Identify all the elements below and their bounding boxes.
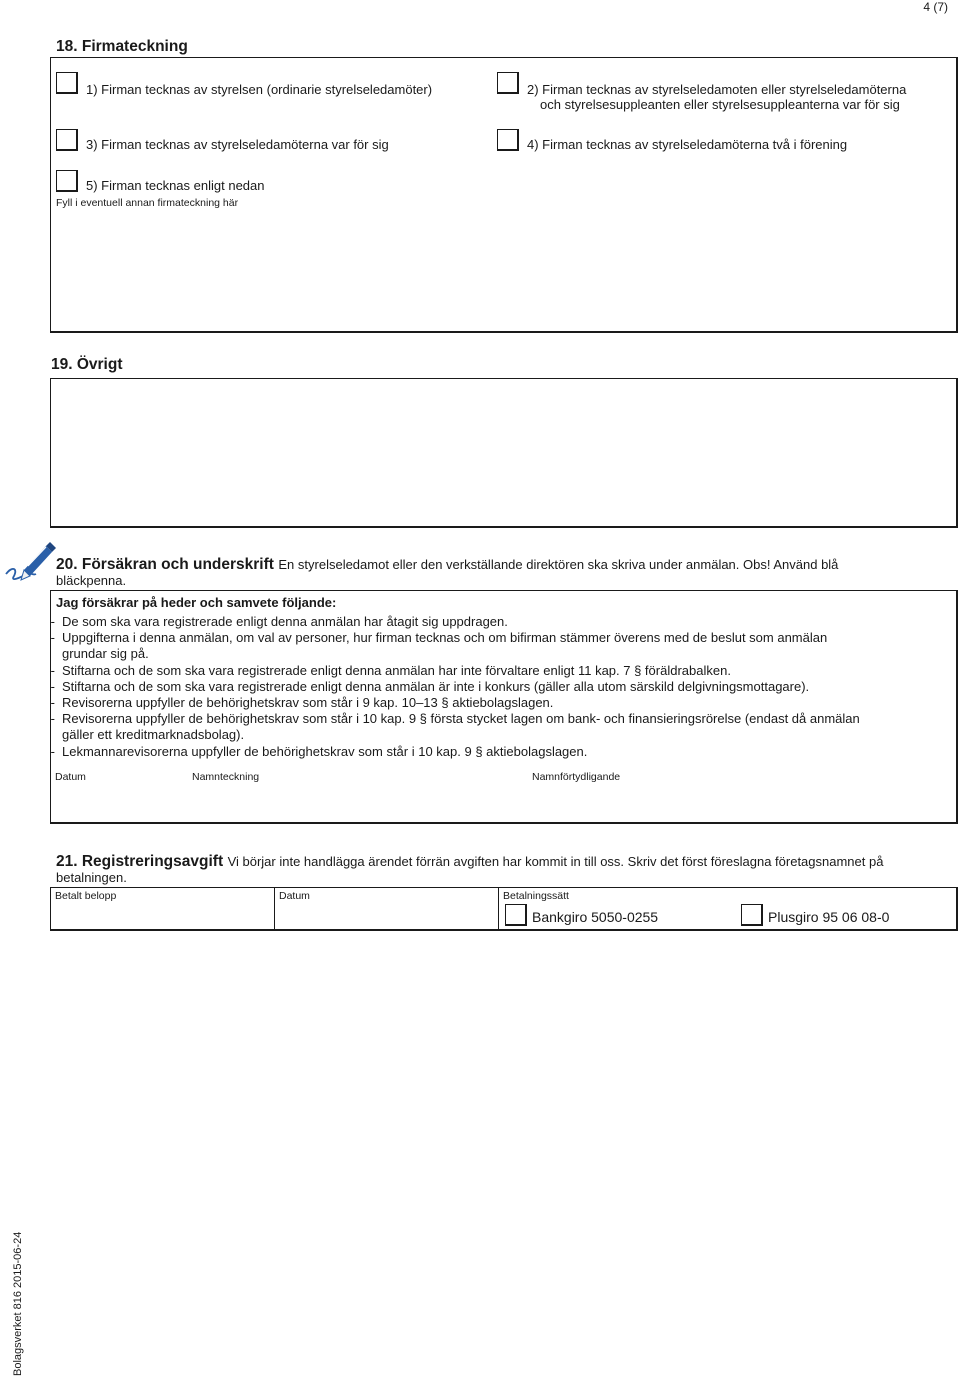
bankgiro-label: Bankgiro 5050-0255 xyxy=(532,909,659,925)
opt5-label: 5) Firman tecknas enligt nedan xyxy=(86,178,265,193)
pen-signature-icon xyxy=(4,540,56,584)
oath-item-7-text: Lekmannarevisorerna uppfyller de behörighetskrav som står i 10 kap. 9 § aktiebolagslagen. xyxy=(62,744,588,759)
section-21-heading: 21. Registreringsavgift xyxy=(56,853,224,870)
oath-item-4 xyxy=(50,679,952,695)
form-id-footer: Bolagsverket 816 2015-06-24 xyxy=(12,1231,24,1376)
oath-item-3 xyxy=(50,663,952,679)
section-18-heading: 18. Firmateckning xyxy=(56,38,188,55)
oath-heading: Jag försäkrar på heder och samvete följande: xyxy=(56,595,337,610)
payment-divider-1 xyxy=(274,887,275,930)
section-20-intro: En styrelseledamot eller den verkställande direktören ska skriva under anmälan. Obs! Använd blå xyxy=(278,557,839,572)
section-20-intro-cont: bläckpenna. xyxy=(56,573,127,588)
oath-item-5-text: Revisorerna uppfyller de behörighetskrav som står i 9 kap. 10–13 § aktiebolagslagen. xyxy=(62,695,554,710)
opt2-label-line1: 2) Firman tecknas av styrelseledamoten eller styrelseledamöterna xyxy=(527,82,907,97)
bullet-dash: - xyxy=(50,679,55,694)
bullet-dash: - xyxy=(50,695,55,710)
sig-namnfortydligande-field[interactable] xyxy=(528,787,953,821)
opt1-label: 1) Firman tecknas av styrelsen (ordinarie styrelseledamöter) xyxy=(86,82,433,97)
oath-item-6-cont xyxy=(62,727,952,743)
checkbox-opt4[interactable] xyxy=(497,129,519,151)
bullet-dash: - xyxy=(50,744,55,759)
opt2-label-line2: och styrelsesuppleanten eller styrelsesuppleanterna var för sig xyxy=(540,97,900,112)
oath-item-6-text-line2: gäller ett kreditmarknadsbolag). xyxy=(62,727,245,742)
bullet-dash: - xyxy=(50,711,55,726)
oath-item-2-text-line1: Uppgifterna i denna anmälan, om val av personer, hur firman tecknas och om bifirman stämmer överens med de beslut som anmälan xyxy=(62,630,828,645)
checkbox-bankgiro[interactable] xyxy=(505,904,527,926)
checkbox-opt2[interactable] xyxy=(497,72,519,94)
oath-item-5 xyxy=(50,695,952,711)
oath-item-2-cont xyxy=(62,646,952,662)
ovrigt-textarea[interactable] xyxy=(50,378,958,528)
sig-namnteckning-label: Namnteckning xyxy=(192,771,260,783)
section-21-intro-cont: betalningen. xyxy=(56,870,127,885)
betalt-belopp-label: Betalt belopp xyxy=(55,890,117,902)
sig-namnfortydligande-label: Namnförtydligande xyxy=(532,771,621,783)
checkbox-opt3[interactable] xyxy=(56,129,78,151)
opt4-label: 4) Firman tecknas av styrelseledamöterna två i förening xyxy=(527,137,848,152)
section-20-intro-row xyxy=(56,556,956,574)
sig-namnteckning-field[interactable] xyxy=(188,787,523,821)
payment-datum-field[interactable] xyxy=(276,902,496,928)
oath-item-3-text: Stiftarna och de som ska vara registrerade enligt denna anmälan har inte förvaltare enligt 11 kap. 7 § föräldrabalken. xyxy=(62,663,731,678)
bullet-dash: - xyxy=(50,630,55,645)
oath-item-2 xyxy=(50,630,952,646)
sig-datum-field[interactable] xyxy=(51,787,181,821)
checkbox-opt1[interactable] xyxy=(56,72,78,94)
section-19-heading: 19. Övrigt xyxy=(51,356,123,373)
oath-item-7 xyxy=(50,744,952,760)
checkbox-plusgiro[interactable] xyxy=(741,904,763,926)
section-21-intro-row xyxy=(56,853,956,871)
fill-hint: Fyll i eventuell annan firmateckning här xyxy=(56,197,239,209)
page-number: 4 (7) xyxy=(923,0,948,14)
payment-datum-label: Datum xyxy=(279,890,310,902)
betalt-belopp-field[interactable] xyxy=(52,902,272,928)
section-21-intro: Vi börjar inte handlägga ärendet förrän avgiften har kommit in till oss. Skriv det först föreslagna företagsnamnet på xyxy=(227,854,884,869)
section-20-heading: 20. Försäkran och underskrift xyxy=(56,556,274,573)
checkbox-opt5[interactable] xyxy=(56,170,78,192)
bullet-dash: - xyxy=(50,663,55,678)
opt3-label: 3) Firman tecknas av styrelseledamöterna var för sig xyxy=(86,137,389,152)
betalningssatt-label: Betalningssätt xyxy=(503,890,569,902)
plusgiro-label: Plusgiro 95 06 08-0 xyxy=(768,909,890,925)
oath-item-6-text-line1: Revisorerna uppfyller de behörighetskrav som står i 10 kap. 9 § första stycket lagen om bank- och finansieringsrörelse (endast då anmälan xyxy=(62,711,860,726)
oath-item-6 xyxy=(50,711,952,727)
oath-item-2-text-line2: grundar sig på. xyxy=(62,646,149,661)
oath-item-4-text: Stiftarna och de som ska vara registrerade enligt denna anmälan är inte i konkurs (gäller alla utom särskild delgivningsmottagare). xyxy=(62,679,810,694)
bullet-dash: - xyxy=(50,614,55,629)
oath-item-1 xyxy=(50,614,952,630)
oath-item-1-text: De som ska vara registrerade enligt denna anmälan har åtagit sig uppdragen. xyxy=(62,614,508,629)
sig-datum-label: Datum xyxy=(55,771,86,783)
payment-divider-2 xyxy=(498,887,499,930)
